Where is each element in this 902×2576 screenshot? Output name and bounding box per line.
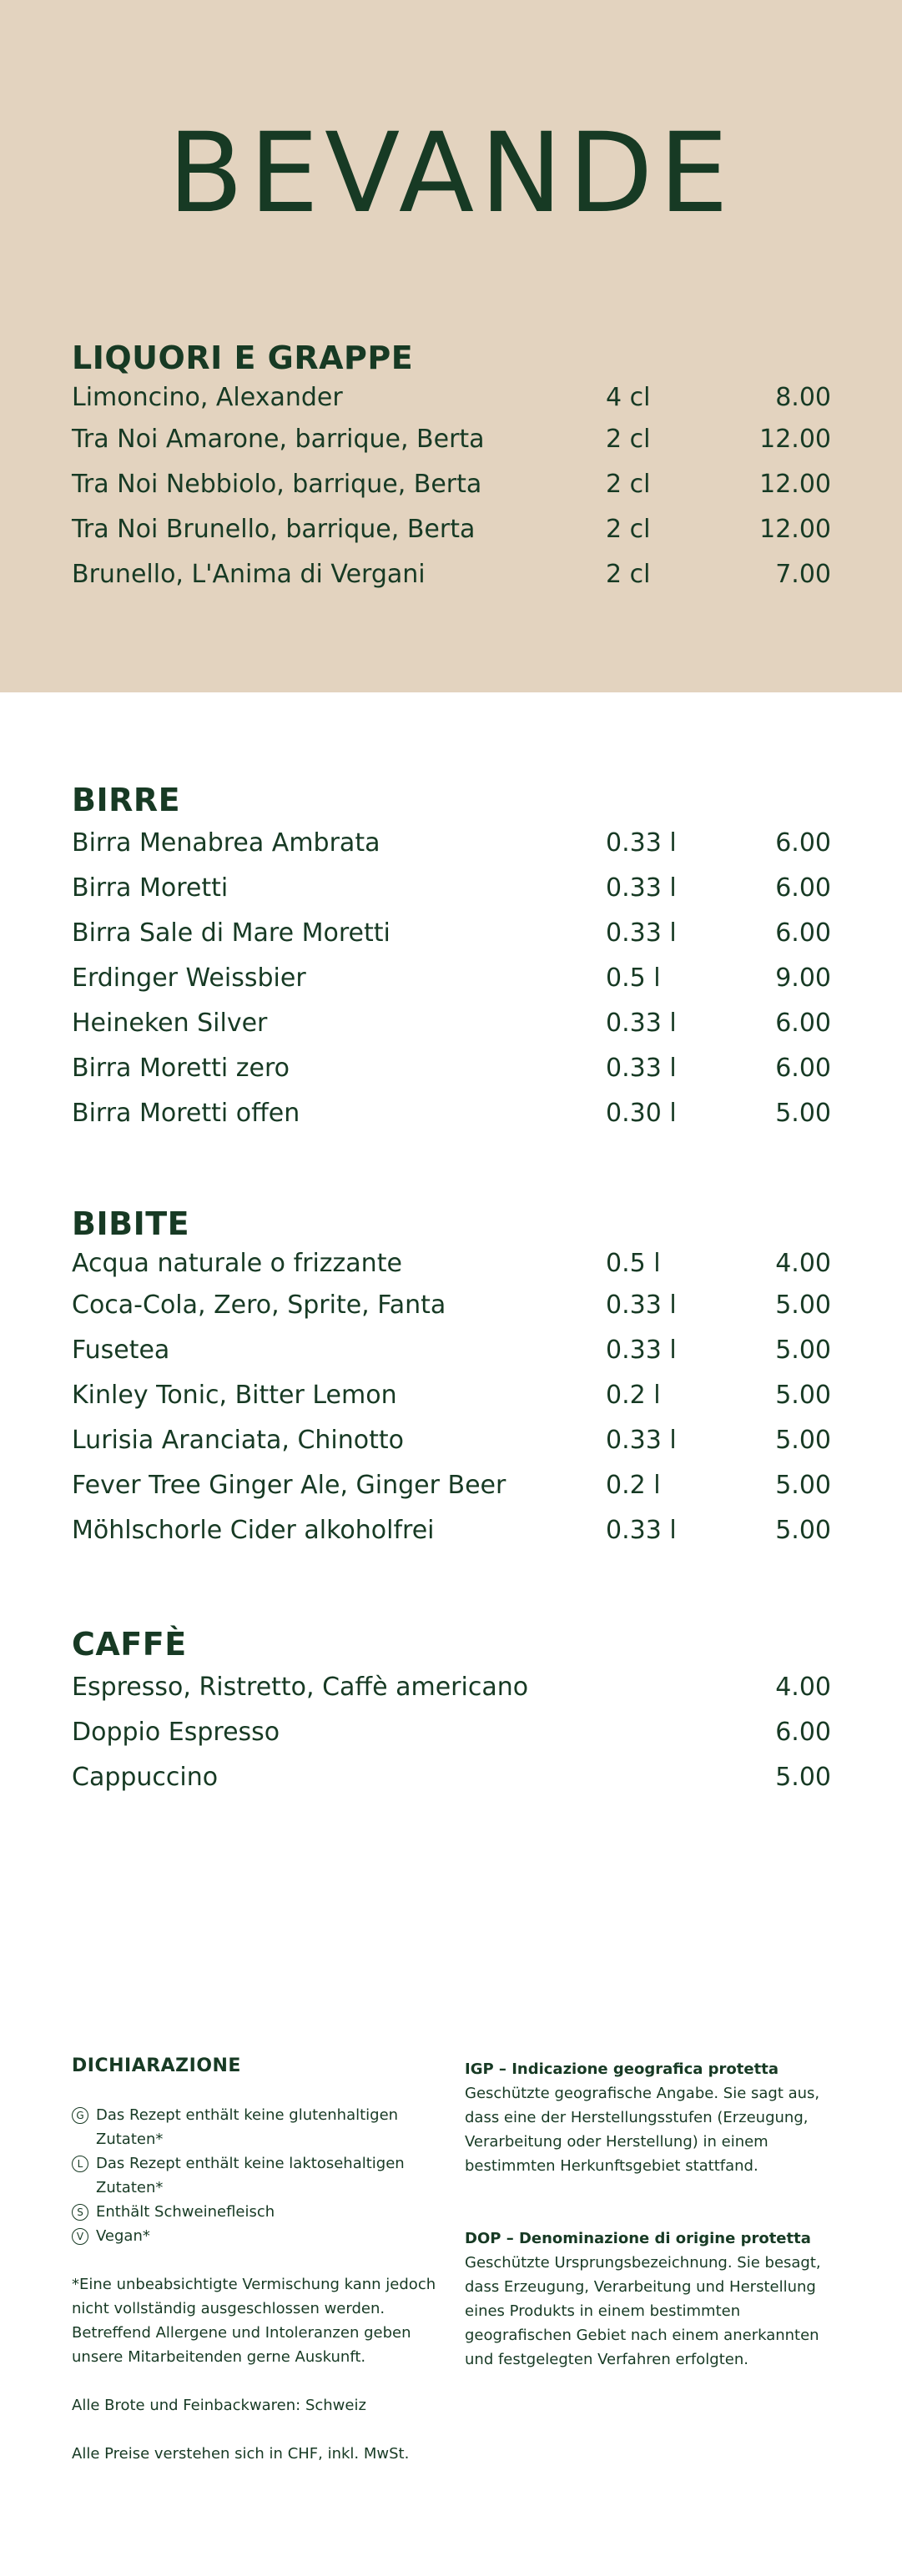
dop-title: DOP – Denominazione di origine protetta [465,2230,811,2247]
item-name: Acqua naturale o frizzante [72,1249,402,1278]
menu-row [72,1710,831,1755]
item-price: 7.00 [775,560,831,589]
item-name: Coca-Cola, Zero, Sprite, Fanta [72,1291,446,1320]
pork-icon: S [72,2204,88,2221]
item-quantity: 0.33 l [606,828,677,858]
item-price: 12.00 [759,515,831,544]
section-liquori [72,337,831,597]
origin-labels-column [465,2057,836,2372]
item-price: 6.00 [775,828,831,858]
section-title: BIBITE [72,1205,190,1242]
menu-row [72,1665,831,1710]
item-quantity: 2 cl [606,425,651,454]
item-quantity: 2 cl [606,560,651,589]
menu-row [72,1463,831,1508]
menu-row [72,379,831,417]
item-quantity: 4 cl [606,383,651,412]
vegan-icon: V [72,2228,88,2245]
section-caffe [72,1623,831,1800]
item-quantity: 0.2 l [606,1381,661,1410]
item-quantity: 0.5 l [606,963,661,993]
dop-text: Geschützte Ursprungsbezeichnung. Sie besagt, dass Erzeugung, Verarbeitung und Herstellung eines Produkts in einem bestimmten geografischen Gebiet nach einem anerkannten und festgelegten Verfahren erfolgten. [465,2254,821,2368]
item-price: 6.00 [775,1718,831,1747]
legend-item-vegan [72,2224,447,2248]
menu-row [72,1283,831,1328]
item-name: Fusetea [72,1336,170,1365]
declaration-heading: DICHIARAZIONE [72,2055,241,2076]
item-quantity: 0.33 l [606,1516,677,1545]
item-name: Birra Moretti zero [72,1054,290,1083]
section-birre [72,779,831,1136]
item-name: Birra Moretti [72,873,229,903]
lactose-free-icon: L [72,2156,88,2172]
item-price: 5.00 [775,1471,831,1500]
item-price: 5.00 [775,1763,831,1792]
menu-row [72,1373,831,1418]
igp-text: Geschützte geografische Angabe. Sie sagt aus, dass eine der Herstellungsstufen (Erzeugung, Verarbeitung oder Herstellung) in einem bestimmten Herkunftsgebiet stattfand. [465,2085,820,2175]
menu-row [72,417,831,462]
bread-origin-note: Alle Brote und Feinbackwaren: Schweiz [72,2397,366,2414]
item-price: 12.00 [759,470,831,499]
menu-row [72,1755,831,1800]
item-name: Fever Tree Ginger Ale, Ginger Beer [72,1471,506,1500]
menu-row [72,821,831,866]
item-name: Erdinger Weissbier [72,963,306,993]
menu-row [72,1418,831,1463]
item-price: 8.00 [775,383,831,412]
item-price: 5.00 [775,1381,831,1410]
declaration-column [72,2054,447,2466]
item-price: 6.00 [775,1054,831,1083]
item-price: 6.00 [775,1009,831,1038]
menu-row [72,1328,831,1373]
menu-row [72,1245,831,1283]
item-quantity: 0.5 l [606,1249,661,1278]
legend-item-pork [72,2200,447,2224]
item-name: Kinley Tonic, Bitter Lemon [72,1381,397,1410]
menu-row [72,911,831,956]
item-quantity: 2 cl [606,515,651,544]
menu-row [72,1091,831,1136]
menu-row [72,552,831,597]
allergen-note: *Eine unbeabsichtigte Vermischung kann jedoch nicht vollständig ausgeschlossen werden. Betreffend Allergene und Intoleranzen geben unsere Mitarbeitenden gerne Auskunft. [72,2276,436,2366]
item-price: 9.00 [775,963,831,993]
legend-text: Das Rezept enthält keine laktosehaltigen Zutaten* [96,2155,405,2196]
item-name: Limoncino, Alexander [72,383,343,412]
menu-row [72,1046,831,1091]
item-name: Cappuccino [72,1763,219,1792]
item-name: Birra Moretti offen [72,1099,300,1128]
item-price: 6.00 [775,918,831,948]
section-title: LIQUORI E GRAPPE [72,340,414,376]
item-quantity: 0.2 l [606,1471,661,1500]
menu-row [72,1001,831,1046]
item-quantity: 0.33 l [606,1426,677,1455]
item-price: 5.00 [775,1291,831,1320]
section-title: BIRRE [72,782,181,818]
legend-text: Enthält Schweinefleisch [96,2203,275,2221]
item-quantity: 0.33 l [606,1336,677,1365]
item-quantity: 0.33 l [606,1291,677,1320]
legend-item-lactose [72,2151,447,2200]
item-quantity: 0.30 l [606,1099,677,1128]
item-quantity: 0.33 l [606,873,677,903]
price-note: Alle Preise verstehen sich in CHF, inkl. MwSt. [72,2445,410,2463]
menu-row [72,956,831,1001]
item-name: Espresso, Ristretto, Caffè americano [72,1673,529,1702]
item-quantity: 0.33 l [606,1009,677,1038]
item-price: 6.00 [775,873,831,903]
legend-text: Das Rezept enthält keine glutenhaltigen Zutaten* [96,2106,399,2148]
item-name: Möhlschorle Cider alkoholfrei [72,1516,435,1545]
menu-row [72,1508,831,1553]
item-name: Lurisia Aranciata, Chinotto [72,1426,404,1455]
item-name: Brunello, L'Anima di Vergani [72,560,426,589]
section-title: CAFFÈ [72,1626,187,1663]
legend-item-gluten [72,2103,447,2151]
igp-title: IGP – Indicazione geografica protetta [465,2060,779,2078]
item-price: 5.00 [775,1336,831,1365]
item-name: Birra Sale di Mare Moretti [72,918,391,948]
menu-row [72,507,831,552]
item-name: Doppio Espresso [72,1718,280,1747]
item-quantity: 2 cl [606,470,651,499]
item-price: 5.00 [775,1099,831,1128]
item-price: 4.00 [775,1249,831,1278]
item-name: Birra Menabrea Ambrata [72,828,380,858]
legend-text: Vegan* [96,2227,150,2245]
item-price: 4.00 [775,1673,831,1702]
item-name: Heineken Silver [72,1009,268,1038]
item-quantity: 0.33 l [606,1054,677,1083]
item-name: Tra Noi Amarone, barrique, Berta [72,425,485,454]
section-bibite [72,1203,831,1553]
item-name: Tra Noi Brunello, barrique, Berta [72,515,476,544]
menu-row [72,866,831,911]
item-name: Tra Noi Nebbiolo, barrique, Berta [72,470,482,499]
item-price: 5.00 [775,1426,831,1455]
menu-row [72,462,831,507]
item-price: 12.00 [759,425,831,454]
gluten-free-icon: G [72,2107,88,2124]
item-price: 5.00 [775,1516,831,1545]
page-title: BEVANDE [168,109,734,238]
item-quantity: 0.33 l [606,918,677,948]
